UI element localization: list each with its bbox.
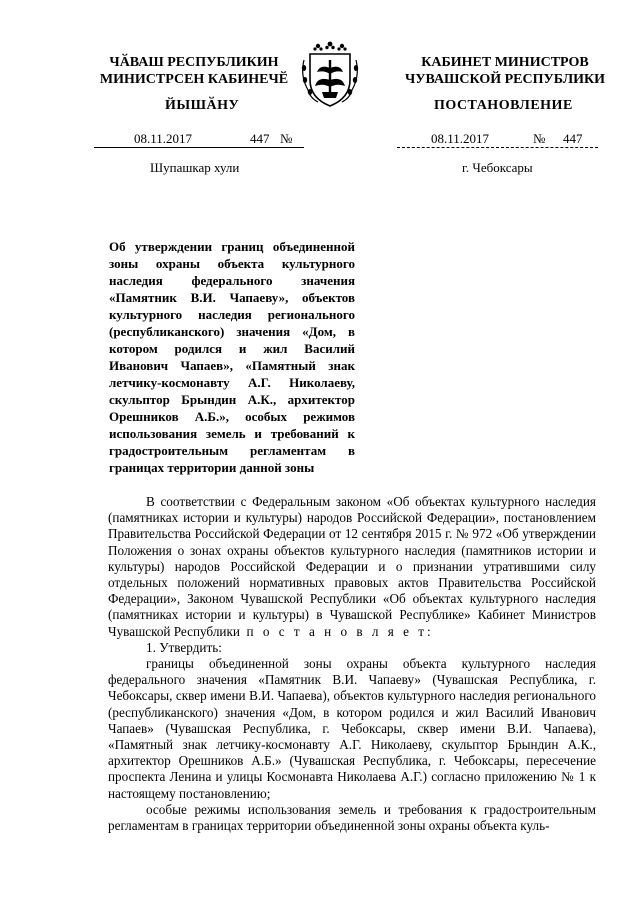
header-right-line2: ЧУВАШСКОЙ РЕСПУБЛИКИ — [404, 72, 606, 87]
date-right: 08.11.2017 — [431, 131, 490, 146]
number-sign-right: № — [533, 131, 546, 146]
document-body — [108, 494, 596, 834]
header-left — [94, 54, 294, 88]
paragraph-boundaries: границы объединенной зоны охраны объекта культурного наследия федерального значения «Памятник В.И. Чапаеву» (Чувашская Республика, г. Чебоксары, сквер имени В.И. Чапаева), объектов культурного наследия регионального (республиканского) значения «Дом, в котором родился и жил Василий Иванович Чапаев» (Чувашская Республика, г. Чебоксары, сквер имени В.И. Чапаева), «Памятный знак летчику-космонавту А.Г. Николаеву, скульптор Брындин А.К., архитектор Орешников А.Б.» (Чувашская Республика, г. Чебоксары, пересечение проспекта Ленина и улицы Космонавта Николаева А.Г.) согласно приложению № 1 к настоящему постановлению; — [108, 656, 596, 801]
preamble-text: В соответствии с Федеральным законом «Об объектах культурного наследия (памятниках истории и культуры) народов Российской Федерации», постановлением Правительства Российской Федерации от 12 сентября 2015 г. № 972 «Об утверждении Положения о зонах охраны объектов культурного наследия (памятников истории и культуры) народов Российской Федерации и о признании утратившими силу отдельных положений нормативных правовых актов Правительства Российской Федерации», Законом Чувашской Республики «Об объектах культурного наследия (памятниках истории и культуры) в Чувашской Республике» Кабинет Министров Чувашской Республики — [108, 494, 596, 639]
header-left-line2: МИНИСТРСЕН КАБИНЕЧӖ — [99, 72, 289, 87]
header-right-line1: КАБИНЕТ МИНИСТРОВ — [421, 55, 589, 70]
number-right: 447 — [563, 131, 583, 146]
decree-word: п о с т а н о в л я е т: — [246, 623, 434, 639]
date-number-right — [397, 131, 598, 148]
date-number-left — [94, 131, 304, 148]
doc-type-left: ЙЫШӐНУ — [165, 98, 240, 113]
number-left: 447 — [250, 131, 270, 146]
chuvash-coat-of-arms-icon — [298, 40, 362, 110]
place-left: Шупашкар хули — [150, 160, 240, 175]
place-right: г. Чебоксары — [462, 160, 533, 175]
document-title: Об утверждении границ объединенной зоны охраны объекта культурного наследия федерального значения «Памятник В.И. Чапаеву», объектов культурного наследия регионального (республиканского) значения «Дом, в котором родился и жил Василий Иванович Чапаев», «Памятный знак летчику-космонавту А.Г. Николаеву, скульптор Брындин А.К., архитектор Орешников А.Б.», особых режимов использования земель и требований к градостроительным регламентам в границах территории данной зоны — [109, 239, 355, 475]
doc-type-right: ПОСТАНОВЛЕНИЕ — [434, 98, 573, 113]
header-right — [400, 54, 610, 88]
date-left: 08.11.2017 — [134, 131, 193, 146]
paragraph-regimes: особые режимы использования земель и требования к градостроительным регламентам в границах территории объединенной зоны охраны объекта куль- — [108, 801, 596, 834]
item-1: 1. Утвердить: — [146, 639, 222, 655]
paragraph-preamble — [108, 494, 596, 640]
number-sign-left: № — [280, 131, 293, 146]
header-left-line1: ЧӐВАШ РЕСПУБЛИКИН — [109, 55, 279, 70]
